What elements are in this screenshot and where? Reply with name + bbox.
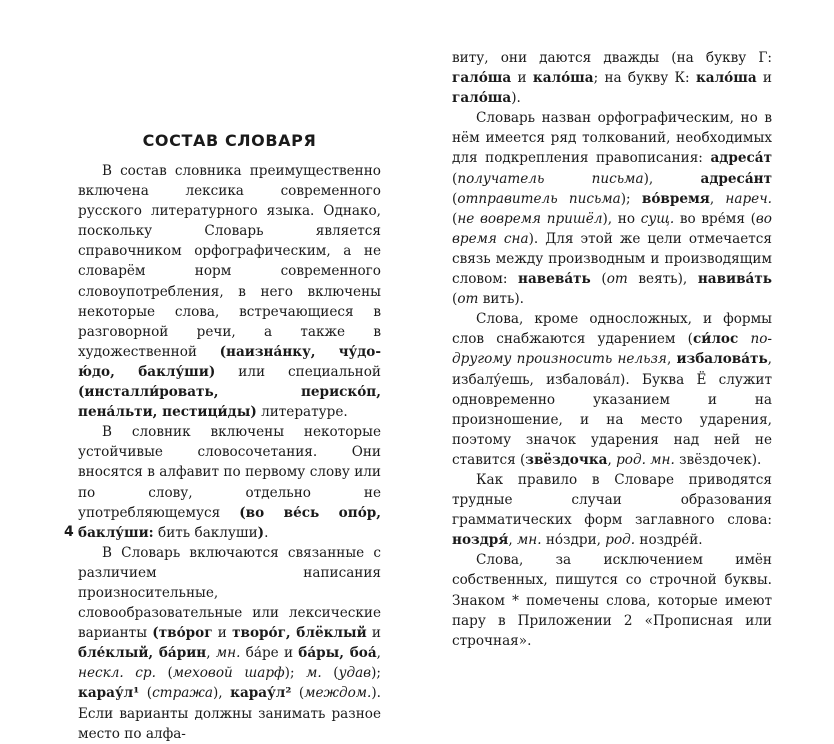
text-run: во вре́мя ( xyxy=(674,210,756,227)
text-run: , xyxy=(666,351,677,368)
text-run: ( xyxy=(452,170,458,187)
text-run: В состав словника преимущественно включена лексика современного русского литературного языка. Однако, поскольку Словарь является справочником орфографическим, а не словарём норм современного словоупотребления, в него включены некоторые слова, встречающиеся в разговорной речи, а также в художественной xyxy=(78,163,381,360)
bold-term: навива́ть xyxy=(697,271,773,288)
text-run: ; на букву К: xyxy=(593,70,696,87)
text-run: ( xyxy=(452,210,458,227)
bold-term: карау́л¹ xyxy=(78,685,140,702)
text-run: ). Если варианты должны занимать разное место по алфа- xyxy=(78,685,381,742)
italic-note: отправитель письма xyxy=(457,190,621,207)
bold-term: навева́ть xyxy=(518,271,591,288)
italic-note: стража xyxy=(152,685,213,702)
text-run: или специальной xyxy=(215,363,381,380)
text-run: , xyxy=(206,645,216,662)
text-run: ноздре́й. xyxy=(635,532,703,549)
text-run: виту, они даются дважды (на букву Г: xyxy=(452,50,772,66)
text-run: ), xyxy=(643,170,701,187)
italic-note: род. xyxy=(605,532,636,549)
text-run: и xyxy=(366,625,381,642)
text-run: веять), xyxy=(627,271,698,288)
bold-term: (во ве́сь опо́р, баклу́ши: xyxy=(78,504,381,541)
text-run: ( xyxy=(452,190,458,207)
paragraph xyxy=(78,543,381,744)
text-run: , избалу́ешь, избалова́л). Буква Ё служит одновременно указанием и на произношение, и на место ударения, поэтому значок ударения над ней не ставится ( xyxy=(452,351,772,468)
bold-term: гало́ша xyxy=(452,90,512,107)
italic-note: мн. xyxy=(215,645,241,662)
bold-term: гало́ша xyxy=(452,70,512,87)
bold-term: кало́ша xyxy=(532,70,594,87)
text-run: ( xyxy=(452,291,458,308)
text-run: и xyxy=(756,70,772,87)
text-run: литературе. xyxy=(256,404,348,421)
italic-note: во время сна xyxy=(452,210,772,247)
text-run: ( xyxy=(321,665,339,682)
italic-note: удав xyxy=(338,665,372,682)
bold-term: ноздря́ xyxy=(452,532,509,549)
italic-note: сущ. xyxy=(640,210,675,227)
text-run: , xyxy=(508,532,517,549)
text-run xyxy=(738,331,750,347)
text-run: ( xyxy=(291,685,305,702)
text-run: но́здри, xyxy=(541,532,606,549)
italic-note: не вовремя пришёл xyxy=(457,210,603,227)
italic-note: род. мн. xyxy=(616,451,675,468)
section-title: СОСТАВ СЛОВАРЯ xyxy=(142,131,317,150)
paragraph xyxy=(452,309,772,470)
text-run: вить). xyxy=(478,291,524,308)
bold-term: бле́клый, ба́рин xyxy=(78,645,207,662)
text-run: ( xyxy=(155,665,173,682)
text-run: В Словарь включаются связанные с различием написания произносительные, словообразовательные или лексические варианты xyxy=(78,544,381,642)
italic-note: от xyxy=(457,291,479,308)
text-run: ), но xyxy=(602,210,641,227)
text-run: Слова, за исключением имён собственных, пишутся со строчной буквы. Знаком * помечены слова, которые имеют пару в Приложении 2 «Прописная или строчная». xyxy=(452,552,772,649)
bold-term: (инсталли́ровать, периско́п, пена́льти, пестици́ды) xyxy=(78,384,381,421)
text-run: бить баклуши xyxy=(153,524,258,541)
bold-term: адреса́нт xyxy=(700,170,772,187)
italic-note: по-другому произносить нельзя xyxy=(452,331,772,368)
left-page-text xyxy=(78,161,381,744)
text-run: ); xyxy=(620,190,642,207)
paragraph xyxy=(452,470,772,550)
text-run: Как правило в Словаре приводятся трудные случаи образования грамматических форм заглавного слова: xyxy=(452,471,772,529)
italic-note: от xyxy=(606,271,628,288)
bold-term: ) xyxy=(257,524,265,541)
text-run: ( xyxy=(590,271,607,288)
bold-term: избалова́ть xyxy=(676,351,768,368)
text-run: звёздочек). xyxy=(674,451,762,468)
text-run: и xyxy=(212,625,233,642)
italic-note: нареч. xyxy=(725,190,772,207)
italic-note: меховой шарф xyxy=(172,665,285,682)
paragraph xyxy=(452,108,772,309)
text-run: ). Для этой же цели отмечается связь между производным и производящим словом: xyxy=(452,230,772,288)
italic-note: получатель письма xyxy=(457,170,644,187)
text-run: , xyxy=(709,190,726,207)
bold-term: (наизна́нку, чу́до-ю́до, баклу́ши) xyxy=(78,343,381,380)
text-run: , xyxy=(376,645,381,662)
bold-term: кало́ша xyxy=(695,70,757,87)
paragraph xyxy=(78,161,381,422)
bold-term: ба́ры, боа́ xyxy=(298,645,377,662)
paragraph xyxy=(78,422,381,543)
text-run: В словник включены некоторые устойчивые словосочетания. Они вносятся в алфавит по первому слову или по слову, отдельно не употребляющемуся xyxy=(78,424,381,521)
text-run: , xyxy=(607,451,617,468)
text-run: ), xyxy=(212,685,231,702)
page-number: 4 xyxy=(64,524,74,540)
bold-term: (тво́рог xyxy=(152,625,213,642)
italic-note: мн. xyxy=(516,532,542,549)
text-run: Словарь назван орфографическим, но в нём имеется ряд толкований, необходимых для подкрепления правописания: xyxy=(452,110,772,167)
text-run: ( xyxy=(139,685,153,702)
italic-note: м. xyxy=(306,665,322,682)
italic-note: междом. xyxy=(304,685,372,702)
right-page-text xyxy=(452,48,772,651)
text-run: . xyxy=(264,524,269,541)
bold-term: творо́г, блёклый xyxy=(232,625,367,642)
text-run: ). xyxy=(511,90,521,107)
text-run: и xyxy=(511,70,533,87)
text-run: ); xyxy=(284,665,307,682)
text-run: Слова, кроме односложных, и формы слов снабжаются ударением ( xyxy=(452,311,772,348)
italic-note: нескл. ср. xyxy=(78,665,156,682)
bold-term: си́лос xyxy=(692,331,739,348)
text-run: ба́ре и xyxy=(240,645,299,662)
paragraph-continued xyxy=(452,48,772,108)
paragraph xyxy=(452,550,772,650)
bold-term: адреса́т xyxy=(710,150,772,167)
bold-term: во́время xyxy=(641,190,710,207)
text-run: ); xyxy=(371,665,381,682)
bold-term: карау́л² xyxy=(230,685,292,702)
bold-term: звёздочка xyxy=(525,451,608,468)
